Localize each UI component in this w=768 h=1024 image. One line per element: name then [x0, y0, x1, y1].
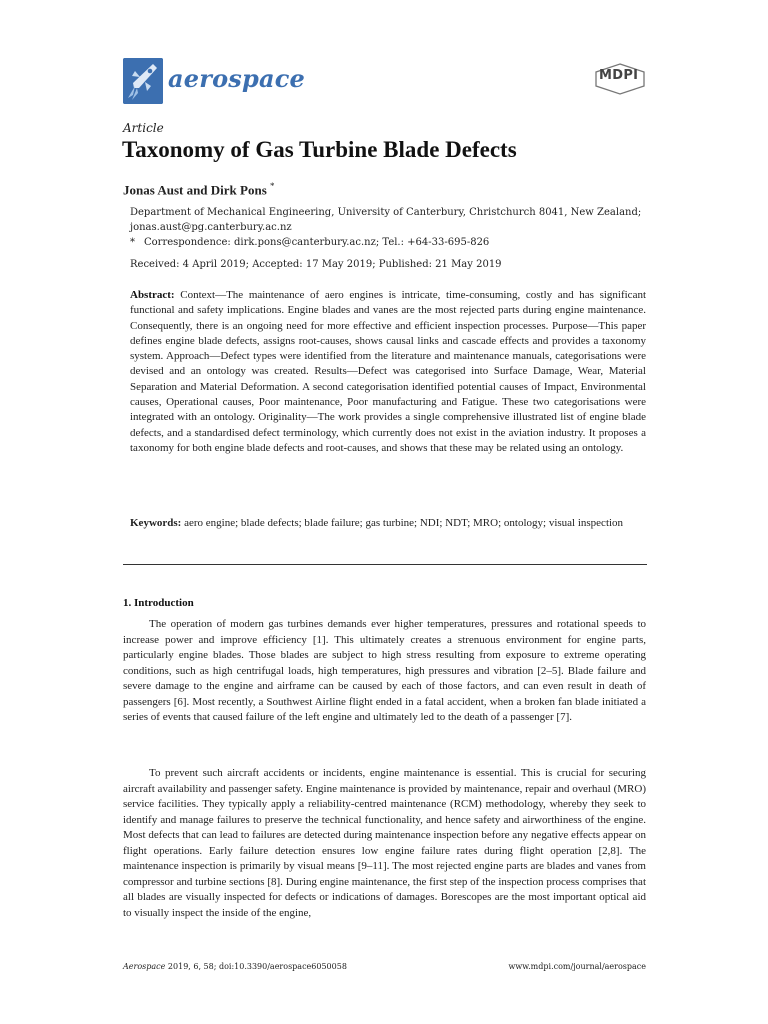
correspondence-line [130, 237, 489, 248]
correspondence-symbol: * [130, 237, 135, 248]
abstract-label: Abstract: [130, 289, 175, 301]
footer-doi: 2019, 6, 58; doi:10.3390/aerospace6050058 [167, 962, 347, 971]
article-type: Article [123, 121, 164, 135]
abstract-text: Context—The maintenance of aero engines is intricate, time-consuming, costly and has significant functional and safety implications. Engine blades and vanes are the most rejected parts during engine maintenance. Consequently, there is an ongoing need for more effective and efficient inspection processes. Purpose—This paper defines engine blade defects, assigns root-causes, shows causal links and cascade effects and provides a taxonomy system. Approach—Defect types were identified from the literature and maintenance manuals, categorisations were devised and an ontology was created. Results—Defect was categorised into Surface Damage, Wear, Material Separation and Material Deformation. A second categorisation identified potential causes of Impact, Environmental causes, Operational causes, Poor maintenance, Poor manufacturing and Fatigue. These two categorisations were integrated with an ontology. Originality—The work provides a single comprehensive illustrated list of engine blade defects, and a standardised defect terminology, which currently does not exist in the aviation industry. It proposes a taxonomy for both engine blade defects and root-causes, and shows that these may be related using an ontology. [130, 289, 647, 454]
author-email: jonas.aust@pg.canterbury.ac.nz [130, 222, 292, 233]
paragraph: The operation of modern gas turbines demands ever higher temperatures, pressures and rotational speeds to increase power and improve efficiency [1]. This ultimately creates a strenuous environment for engine parts, particularly engine blades. Those blades are subject to high stress resulting from exposure to extreme operating conditions, such as high centrifugal loads, high temperatures, high pressures and vibration [2–5]. Blade failure and severe damage to the engine and airframe can be caused by each of those factors, and can even result in death of passengers [6]. Most recently, a Southwest Airline flight ended in a fatal accident, when a broken fan blade initiated a series of events that caused failure of the left engine and ultimately led to the death of a passenger [7]. [123, 618, 646, 723]
abstract [130, 288, 646, 456]
correspondence-text: Correspondence: dirk.pons@canterbury.ac.nz; Tel.: +64-33-695-826 [144, 237, 490, 248]
page-title: Taxonomy of Gas Turbine Blade Defects [122, 137, 517, 162]
footer-url[interactable]: www.mdpi.com/journal/aerospace [508, 962, 646, 971]
keywords-label: Keywords: [130, 517, 182, 529]
keywords-text: aero engine; blade defects; blade failure; gas turbine; NDI; NDT; MRO; ontology; visual inspection [184, 517, 624, 529]
affiliation-line: Department of Mechanical Engineering, University of Canterbury, Christchurch 8041, New Zealand; [130, 207, 642, 218]
divider [123, 564, 647, 565]
publisher-name: MDPI [599, 68, 639, 83]
section-heading: 1. Introduction [123, 597, 194, 609]
footer-citation [123, 962, 347, 971]
keywords [130, 516, 646, 531]
footer-journal: Aerospace [123, 962, 166, 971]
paragraph: To prevent such aircraft accidents or incidents, engine maintenance is essential. This is crucial for securing aircraft availability and passenger safety. Engine maintenance is provided by maintenance, repair and overhaul (MRO) service facilities. They typically apply a reliability-centred maintenance (RCM) methodology, whereby they seek to identify and manage failures to preserve the technical functionality, and hence safety and airworthiness of the engine. Most defects that can lead to failures are detected during maintenance inspection before any negative effects appear on flight operations. Early failure detection ensures low engine failure rates during flight operation [2,8]. The maintenance inspection is primarily by visual means [9–11]. The most rejected engine parts are blades and vanes from compressor and turbine sections [8]. During engine maintenance, the first step of the inspection process comprises that all blades are visually inspected for defects or indications of damages. Borescopes are the most important optical aid to visually inspect the inside of the engine, [123, 767, 646, 919]
publication-dates: Received: 4 April 2019; Accepted: 17 May 2019; Published: 21 May 2019 [130, 259, 502, 270]
rocket-icon [123, 58, 163, 104]
journal-name: aerospace [168, 64, 305, 93]
corresponding-mark: * [270, 181, 275, 191]
authors-text: Jonas Aust and Dirk Pons [123, 182, 267, 198]
author-list [123, 181, 275, 198]
